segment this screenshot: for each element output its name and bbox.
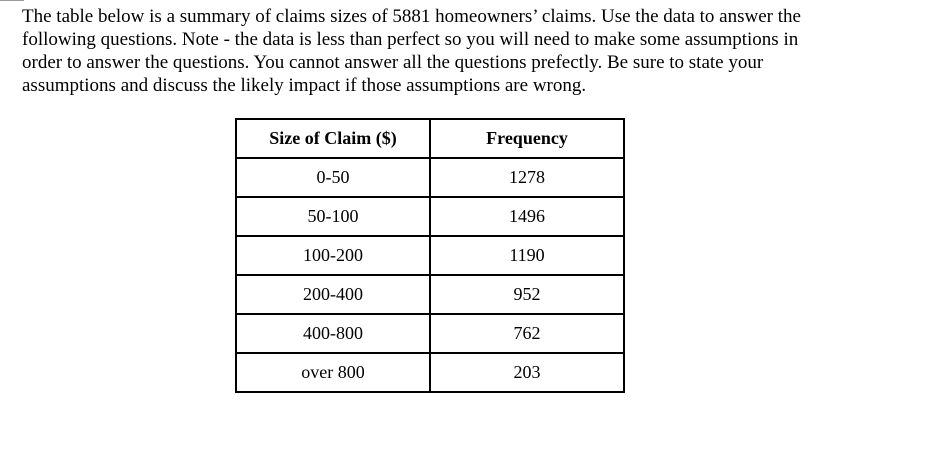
table-row — [236, 353, 624, 392]
intro-line: order to answer the questions. You cannot answer all the questions prefectly. Be sure to state your — [22, 52, 764, 73]
frequency-cell: 762 — [430, 314, 624, 353]
table-row — [236, 236, 624, 275]
claim-size-cell: 200-400 — [236, 275, 430, 314]
intro-paragraph — [22, 5, 902, 97]
page-corner-mark — [0, 0, 24, 1]
table-row — [236, 197, 624, 236]
header-size-of-claim: Size of Claim ($) — [236, 119, 430, 158]
intro-line: assumptions and discuss the likely impact if those assumptions are wrong. — [22, 75, 587, 96]
table-row — [236, 314, 624, 353]
frequency-cell: 1278 — [430, 158, 624, 197]
frequency-cell: 952 — [430, 275, 624, 314]
claim-size-cell: over 800 — [236, 353, 430, 392]
table-row — [236, 158, 624, 197]
frequency-cell: 203 — [430, 353, 624, 392]
frequency-cell: 1190 — [430, 236, 624, 275]
table-row — [236, 275, 624, 314]
frequency-cell: 1496 — [430, 197, 624, 236]
intro-line: following questions. Note - the data is less than perfect so you will need to make some assumptions in — [22, 29, 799, 50]
claim-size-cell: 400-800 — [236, 314, 430, 353]
header-frequency: Frequency — [430, 119, 624, 158]
claim-size-cell: 100-200 — [236, 236, 430, 275]
claim-size-cell: 0-50 — [236, 158, 430, 197]
table-header-row — [236, 119, 624, 158]
claims-table — [235, 118, 625, 393]
claim-size-cell: 50-100 — [236, 197, 430, 236]
intro-line: The table below is a summary of claims sizes of 5881 homeowners’ claims. Use the data to answer the — [22, 6, 801, 27]
